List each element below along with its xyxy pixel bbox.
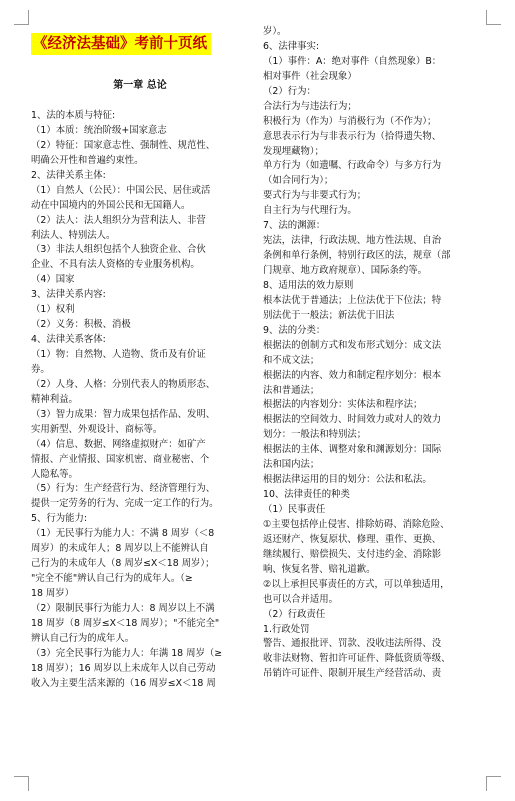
text-line: 单方行为（如遗嘱、行政命令）与多方行为 [263,160,442,172]
text-line: 人隐私等。 [31,468,78,480]
text-line: （1）物：自然物、人造物、货币及有价证 [31,349,206,360]
text-line: （2）法人：法人组织分为营利法人、非营 [31,214,206,226]
text-line: （1）权利 [31,304,75,316]
crop-mark-bottom-right [486,776,501,791]
text-line: （如合同行为）； [263,175,334,187]
text-line: 根据法律运用的目的划分：公法和私法。 [263,474,432,486]
text-line: 继续履行、赔偿损失、支付违约金、消除影 [263,548,442,560]
text-line: （4）信息、数据、网络虚拟财产：如矿产 [31,438,206,450]
text-line: 18 周岁）；16 周岁以上未成年人以自己劳动 [31,662,216,674]
text-line: 18 周岁（8 周岁≤X＜18 周岁）；"不能完全" [31,617,220,629]
text-line: 5、行为能力: [31,513,87,525]
text-line: 发现埋藏物）； [263,145,324,157]
text-line: 企业、不具有法人资格的专业服务机构。 [31,259,200,271]
text-line: 吊销许可证件、限制开展生产经营活动、责 [263,668,442,680]
text-line: 实用新型、外观设计、商标等。 [31,423,163,435]
text-line: 相对事件（社会现象） [263,70,357,82]
text-line: 划分：一般法和特别法； [263,429,367,441]
right-column [263,25,483,682]
text-line: 明确公开性和普遍约束性。 [31,154,144,166]
text-line: 4、法律关系客体: [31,334,106,346]
text-line: 8、适用法的效力原则 [263,279,354,291]
text-line: ①主要包括停止侵害、排除妨碍、消除危险、 [263,518,450,530]
text-line: 1、法的本质与特征: [31,110,116,121]
text-line: （2）行政责任 [263,608,326,620]
text-line: 别法优于一般法；新法优于旧法 [263,309,395,321]
text-line: "完全不能"辨认自己行为的成年人。（≥ [31,573,193,585]
text-line: （3）非法人组织包括个人独资企业、合伙 [31,244,206,256]
text-line: 法和国内法； [263,459,320,471]
text-line: 积极行为（作为）与消极行为（不作为）； [263,115,437,127]
text-line: （2）人身、人格：分别代表人的物质形态、 [31,378,216,390]
text-line: 岁）。 [263,26,287,37]
left-column [31,109,249,692]
crop-mark-top-left [14,10,29,25]
text-line: （1）无民事行为能力人：不满 8 周岁（＜8 [31,528,215,540]
text-line: 法和普通法； [263,384,320,396]
text-line: 提供一定劳务的行为、完成一定工作的行为。 [31,498,219,510]
text-line: 根据法的创制方式和发布形式划分：成文法 [263,339,442,351]
text-line: （4）国家 [31,274,75,286]
text-line: 条例和单行条例，特别行政区的法，规章（部 [263,250,451,262]
text-line: 警告、通报批评、罚款、没收违法所得、没 [263,638,442,650]
text-line: 根据法的空间效力、时间效力或对人的效力 [263,414,442,426]
text-line: 1.行政处罚 [263,623,310,635]
text-line: 根本法优于普通法；上位法优于下位法；特 [263,294,442,306]
text-line: ②以上承担民事责任的方式，可以单独适用， [263,578,450,590]
document-title: 《经济法基础》考前十页纸 [31,33,211,55]
text-line: （2）义务：积极、消极 [31,319,131,331]
text-line: （3）智力成果：智力成果包括作品、发明、 [31,408,216,420]
text-line: 9、法的分类： [263,324,326,336]
text-line: 己行为的未成年人（8 周岁≤X＜18 周岁）； [31,558,215,570]
text-line: 根据法的主体、调整对象和渊源划分：国际 [263,444,442,456]
crop-mark-top-right [486,10,501,25]
text-line: 宪法，法律，行政法规、地方性法规、自治 [263,235,442,247]
text-line: 动在中国境内的外国公民和无国籍人。 [31,199,191,211]
text-line: 3、法律关系内容: [31,289,106,301]
text-line: 和不成文法； [263,354,320,366]
text-line: 根据法的内容、效力和制定程序划分：根本 [263,369,442,381]
text-line: （3）完全民事行为能力人：年满 18 周岁（≥ [31,647,223,659]
chapter-heading: 第一章 总论 [113,80,167,91]
text-line: （2）行为： [263,85,316,97]
text-line: 利法人、特别法人。 [31,229,116,241]
text-line: 情报、产业情报、国家机密、商业秘密、个 [31,453,210,465]
text-line: 精神利益。 [31,393,78,405]
text-line: 合法行为与违法行为； [263,100,357,112]
text-line: （2）限制民事行为能力人：8 周岁以上不满 [31,602,215,614]
text-line: （1）事件：A：绝对事件（自然现象）B： [263,55,442,67]
text-line: 周岁）的未成年人；8 周岁以上不能辨认自 [31,543,209,555]
crop-mark-bottom-left [14,776,29,791]
text-line: 根据法的内容划分：实体法和程序法； [263,399,423,411]
text-line: 2、法律关系主体: [31,169,106,181]
text-line: 辨认自己行为的成年人。 [31,632,135,644]
text-line: 券。 [31,363,50,375]
text-line: 门规章、地方政府规章）、国际条约等。 [263,265,428,276]
text-line: （1）本质：统治阶级+国家意志 [31,124,167,136]
text-line: （1）自然人（公民）：中国公民、居住或活 [31,184,211,196]
text-line: 要式行为与非要式行为； [263,190,367,202]
text-line: （1）民事责任 [263,504,326,515]
text-line: 收非法财物、暂扣许可证件、降低资质等级、 [263,653,451,665]
text-line: 18 周岁） [31,588,75,599]
text-line: （5）行为：生产经营行为、经济管理行为、 [31,483,216,495]
text-line: 意思表示行为与非表示行为（拾得遗失物、 [263,130,442,142]
text-line: 返还财产、恢复原状、修理、重作、更换、 [263,533,442,545]
text-line: 自主行为与代理行为。 [263,205,357,217]
text-line: 10、法律责任的种类 [263,489,350,501]
text-line: （2）特征：国家意志性、强制性、规范性、 [31,139,216,151]
text-line: 响、恢复名誉、赔礼道歉。 [263,563,376,575]
text-line: 7、法的渊源： [263,220,326,232]
text-line: 收入为主要生活来源的（16 周岁≤X＜18 周 [31,677,216,689]
text-line: 6、法律事实: [263,40,319,52]
text-line: 也可以合并适用。 [263,593,339,605]
